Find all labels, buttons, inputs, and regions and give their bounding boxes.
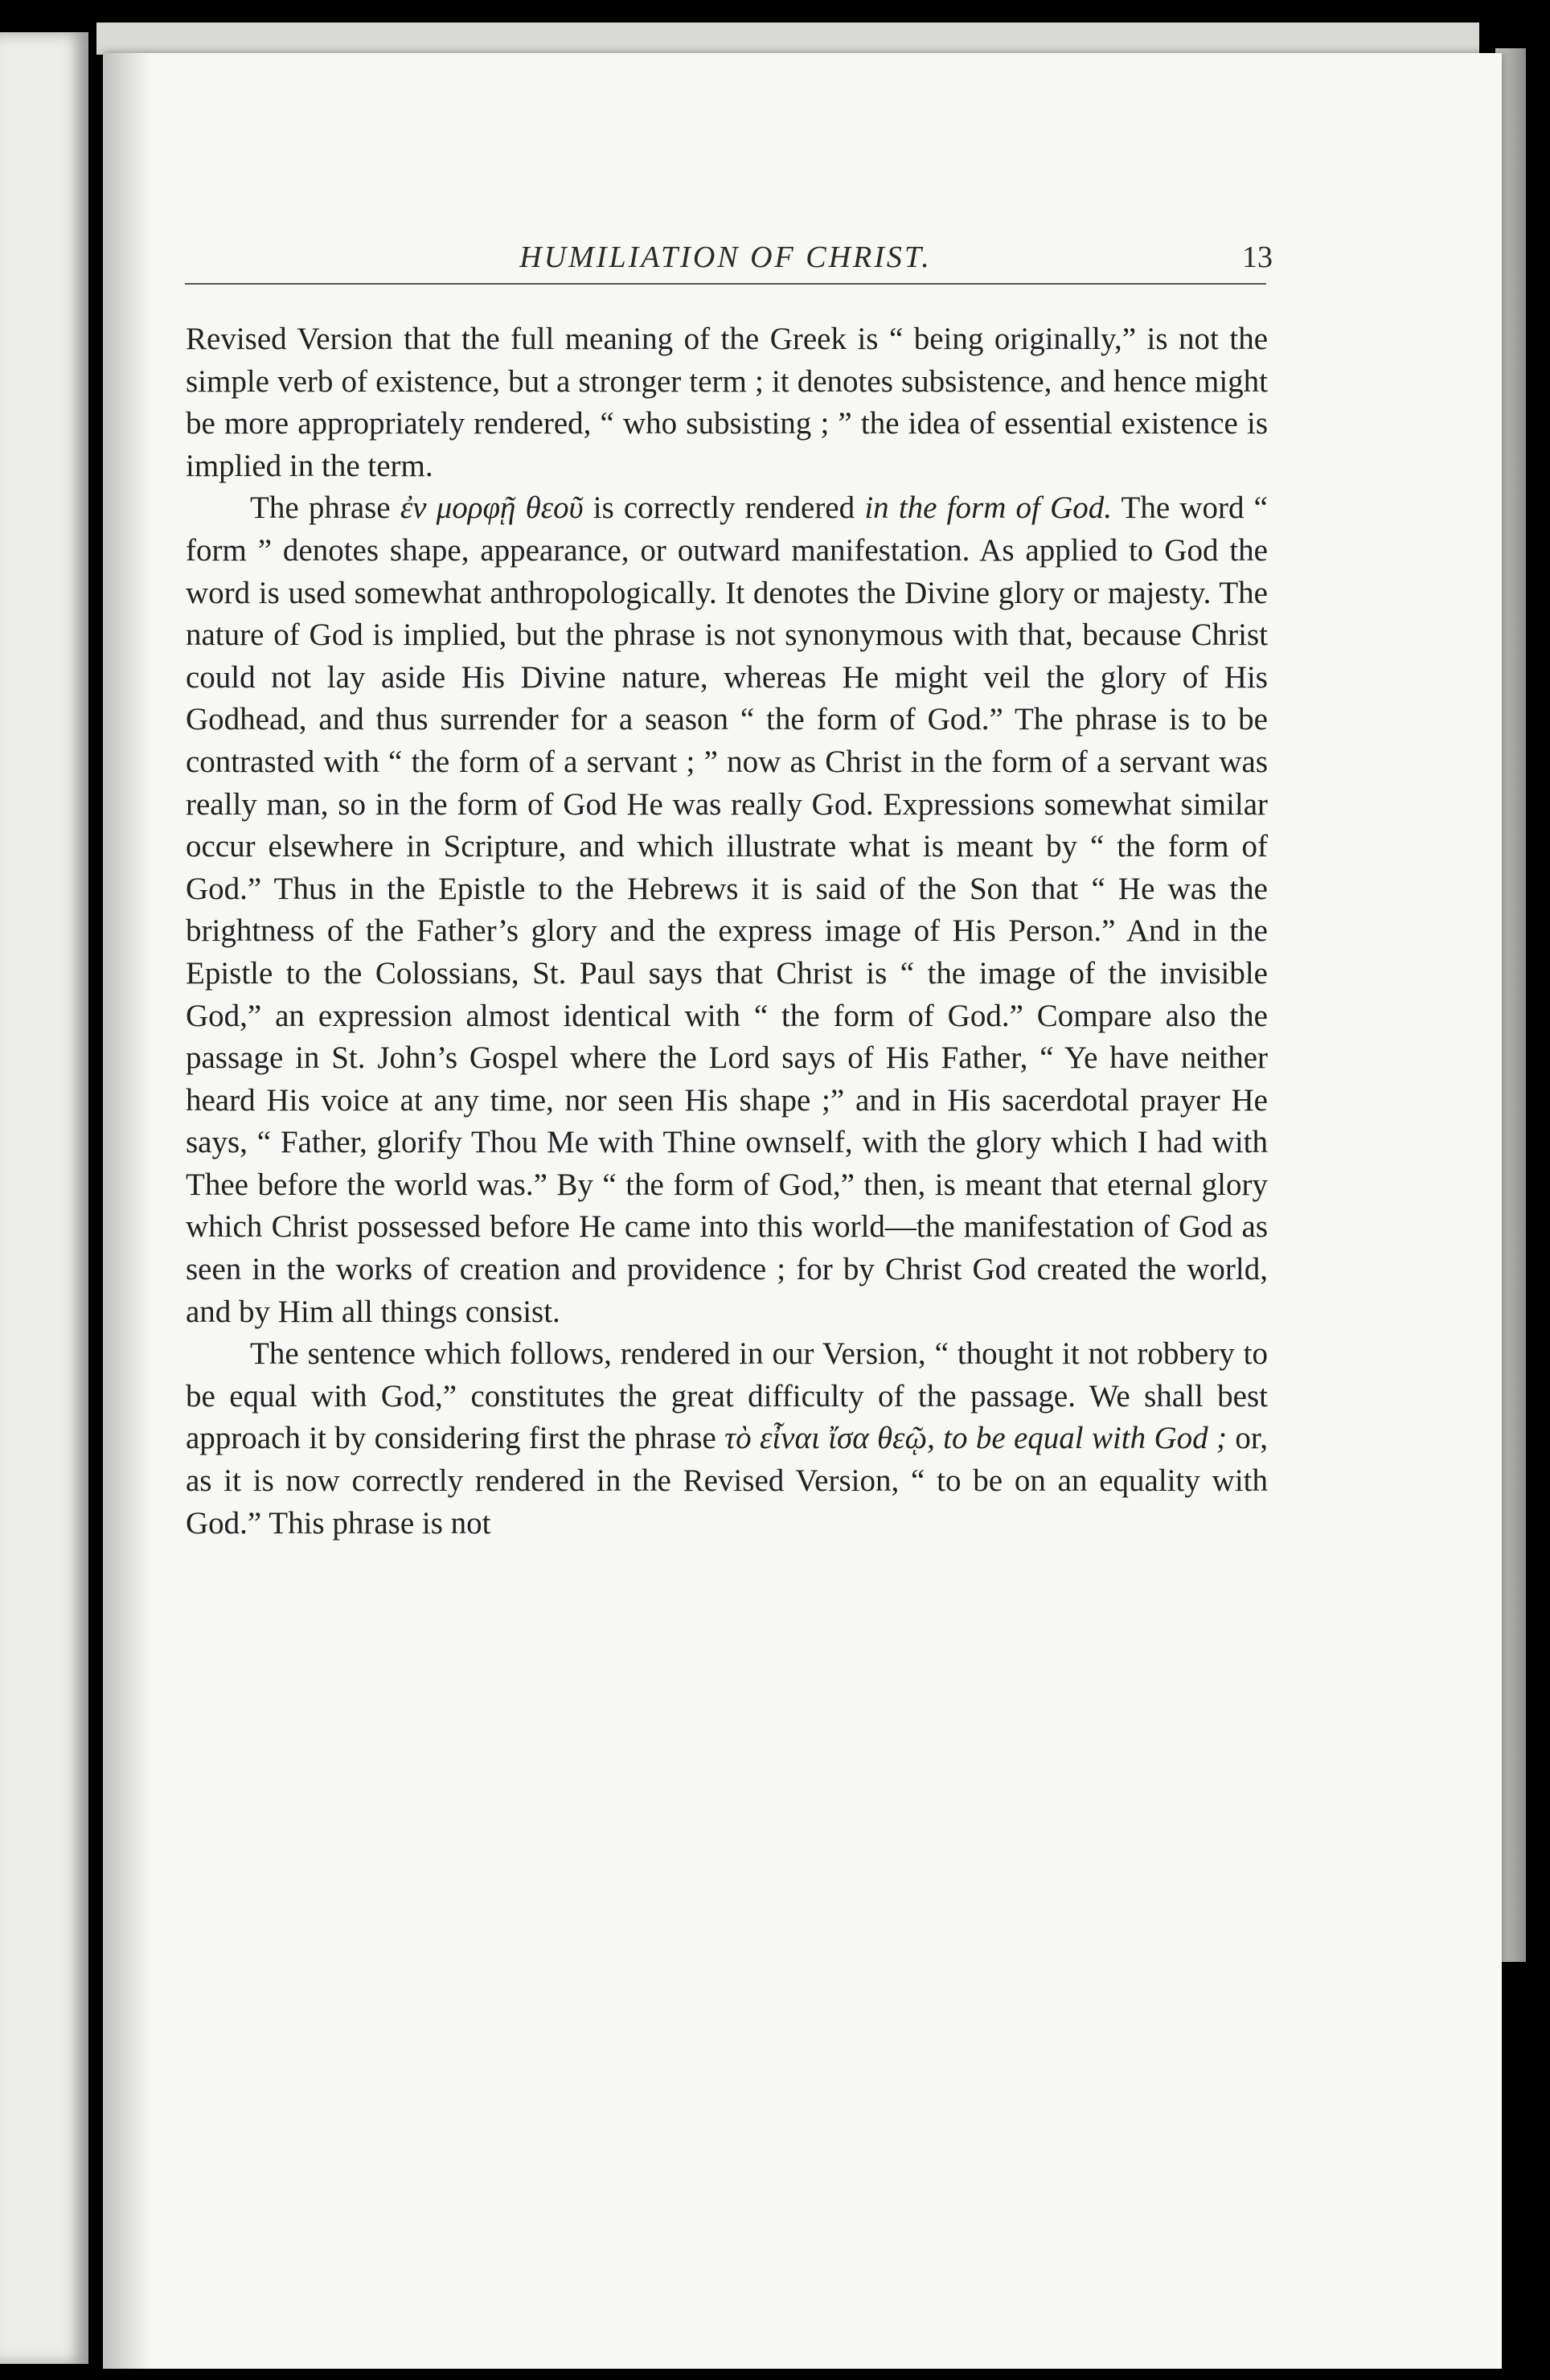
paragraph-text: The phrase bbox=[250, 490, 400, 526]
italic-phrase: in the form of God. bbox=[864, 490, 1113, 526]
running-title: HUMILIATION OF CHRIST. bbox=[519, 240, 932, 274]
body-text bbox=[186, 318, 1268, 1545]
gutter-shadow bbox=[103, 53, 151, 2369]
paragraph bbox=[186, 1333, 1268, 1545]
paragraph bbox=[186, 318, 1268, 487]
page-stack-top-edge bbox=[96, 23, 1479, 55]
paragraph bbox=[186, 487, 1268, 1333]
paragraph-text: The word “ form ” denotes shape, appearance, or outward manifestation. As applied to God the word is used somewhat anthropologically. It denotes the Divine glory or majesty. The nature of God is implied, but the phrase is not synonymous with that, because Christ could not lay aside His Divine nature, whereas He might veil the glory of His Godhead, and thus surrender for a season “ the form of God.” The phrase is to be contrasted with “ the form of a servant ; ” now as Christ in the form of a servant was really man, so in the form of God He was really God. Expressions somewhat similar occur elsewhere in Scripture, and which illustrate what is meant by “ the form of God.” Thus in the Epistle to the Hebrews it is said of the Son that “ He was the brightness of the Father’s glory and the express image of His Person.” And in the Epistle to the Colossians, St. Paul says that Christ is “ the image of the invisible God,” an expression almost identical with “ the form of God.” Compare also the passage in St. John’s Gospel where the Lord says of His Father, “ Ye have neither heard His voice at any time, nor seen His shape ;” and in His sacerdotal prayer He says, “ Father, glorify Thou Me with Thine ownself, with the glory which I had with Thee before the world was.” By “ the form of God,” then, is meant that eternal glory which Christ possessed before He came into this world—the manifestation of God as seen in the works of creation and providence ; for by Christ God created the world, and by Him all things consist. bbox=[186, 490, 1268, 1329]
running-head bbox=[185, 227, 1273, 285]
greek-phrase: τὸ εἶναι ἴσα θεῷ, to be equal with God ; bbox=[724, 1421, 1227, 1456]
page-number: 13 bbox=[1242, 240, 1273, 274]
greek-phrase: ἐν μορφῇ θεοῦ bbox=[400, 490, 584, 526]
previous-page-edge bbox=[0, 32, 88, 2364]
paragraph-text: Revised Version that the full meaning of the Greek is “ being originally,” is not the simple verb of existence, but a stronger term ; it denotes subsistence, and hence might be more appropriately rendered, “ who subsisting ; ” the idea of essential existence is implied in the term. bbox=[186, 322, 1268, 483]
paragraph-text: is correctly rendered bbox=[583, 490, 865, 526]
paragraph-text: or, as it is now correctly rendered in the Revised Version, “ to be on an equality with God.” This phrase is not bbox=[186, 1421, 1268, 1541]
paragraph-text: The sentence which follows, rendered in our Version, “ thought it not robbery to be equal with God,” constitutes the great difficulty of the passage. We shall best approach it by considering first the phrase bbox=[186, 1336, 1268, 1456]
